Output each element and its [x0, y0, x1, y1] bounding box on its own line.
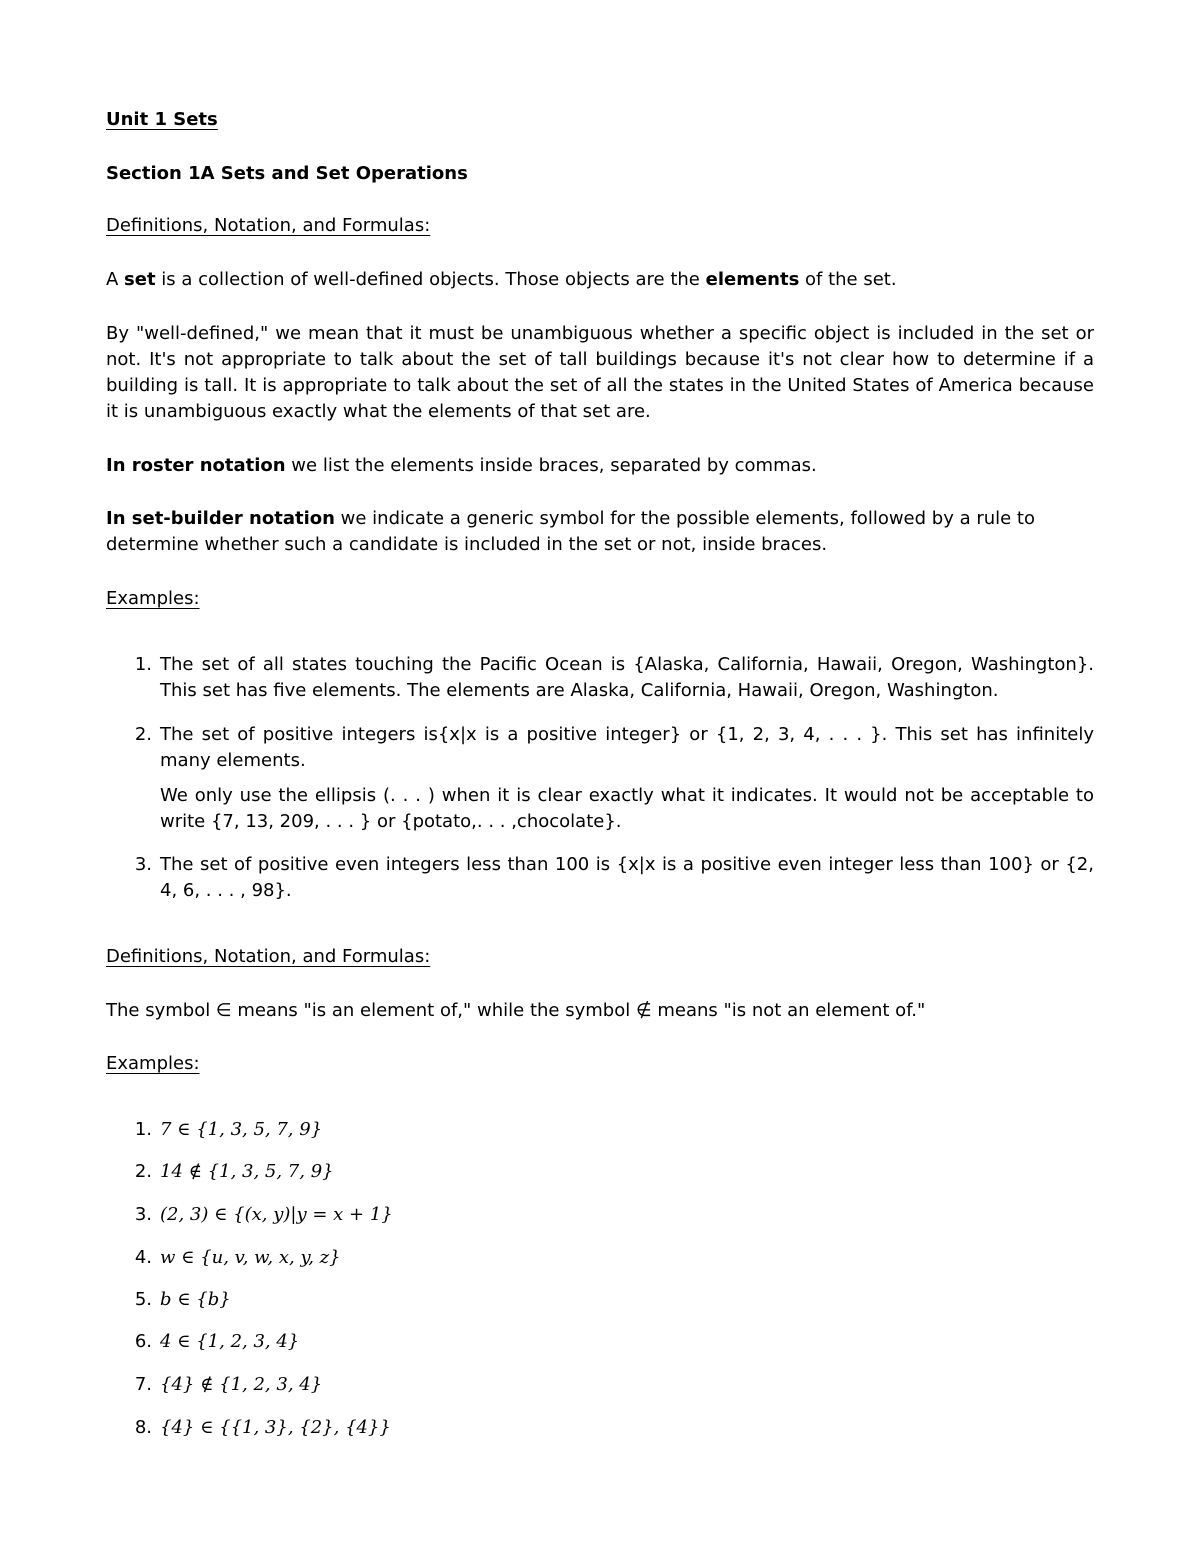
list-item-number: 7.	[134, 1374, 152, 1395]
examples-heading: Examples:	[106, 1053, 200, 1074]
definitions-heading: Definitions, Notation, and Formulas:	[106, 215, 431, 236]
list-item: w ∈ {u, v, w, x, y, z}	[160, 1247, 341, 1268]
examples-heading: Examples:	[106, 588, 200, 609]
term-set: set	[124, 269, 156, 290]
list-item: (2, 3) ∈ {(x, y)|y = x + 1}	[160, 1204, 393, 1225]
roster-notation-paragraph: In roster notation we list the elements inside braces, separated by commas.	[106, 455, 817, 476]
unit-title: Unit 1 Sets	[106, 109, 218, 130]
list-item: 7 ∈ {1, 3, 5, 7, 9}	[160, 1119, 323, 1140]
well-defined-paragraph: By "well-defined," we mean that it must be unambiguous whether a specific object is included in the set or not. It's not appropriate to talk about the set of tall buildings because it's not clear how to determine if a building is tall. It is appropriate to talk about the set of all the states in the United States of America because it is unambiguous exactly what the elements of that set are.	[106, 323, 1094, 422]
list-item-number: 3.	[134, 854, 152, 875]
list-item: {4} ∉ {1, 2, 3, 4}	[160, 1374, 323, 1395]
list-item-number: 6.	[134, 1331, 152, 1352]
list-item-number: 5.	[134, 1289, 152, 1310]
list-item: The set of all states touching the Pacific Ocean is {Alaska, California, Hawaii, Oregon, Washington}. This set has five elements. The elements are Alaska, California, Hawaii, Oregon, Washington.	[160, 654, 1094, 701]
list-item: b ∈ {b}	[160, 1289, 231, 1310]
set-builder-paragraph: In set-builder notation we indicate a generic symbol for the possible elements, followed by a rule to determine whether such a candidate is included in the set or not, inside braces.	[106, 508, 1036, 555]
list-item-number: 2.	[134, 1161, 152, 1182]
list-item-number: 4.	[134, 1247, 152, 1268]
section-title: Section 1A Sets and Set Operations	[106, 163, 468, 184]
definitions-heading: Definitions, Notation, and Formulas:	[106, 946, 431, 967]
list-item-number: 1.	[134, 654, 152, 675]
list-item-number: 2.	[134, 724, 152, 745]
list-item: 4 ∈ {1, 2, 3, 4}	[160, 1331, 300, 1352]
list-item-note: We only use the ellipsis (. . . ) when it is clear exactly what it indicates. It would not be acceptable to write {7, 13, 209, . . . } or {potato,. . . ,chocolate}.	[160, 785, 1094, 832]
list-item: The set of positive even integers less than 100 is {x|x is a positive even integer less than 100} or {2, 4, 6, . . . , 98}.	[160, 854, 1094, 901]
list-item-number: 1.	[134, 1119, 152, 1140]
term-elements: elements	[705, 269, 800, 290]
list-item-number: 3.	[134, 1204, 152, 1225]
list-item: The set of positive integers is{x|x is a positive integer} or {1, 2, 3, 4, . . . }. This set has infinitely many elements.	[160, 724, 1094, 771]
set-definition-paragraph: A set is a collection of well-defined objects. Those objects are the elements of the set.	[106, 269, 897, 290]
term-set-builder-notation: In set-builder notation	[106, 508, 335, 529]
term-roster-notation: In roster notation	[106, 455, 286, 476]
list-item-number: 8.	[134, 1417, 152, 1438]
list-item: {4} ∈ {{1, 3}, {2}, {4}}	[160, 1417, 391, 1438]
element-symbol-paragraph: The symbol ∈ means "is an element of," while the symbol ∉ means "is not an element of."	[106, 1000, 926, 1021]
list-item: 14 ∉ {1, 3, 5, 7, 9}	[160, 1161, 334, 1182]
